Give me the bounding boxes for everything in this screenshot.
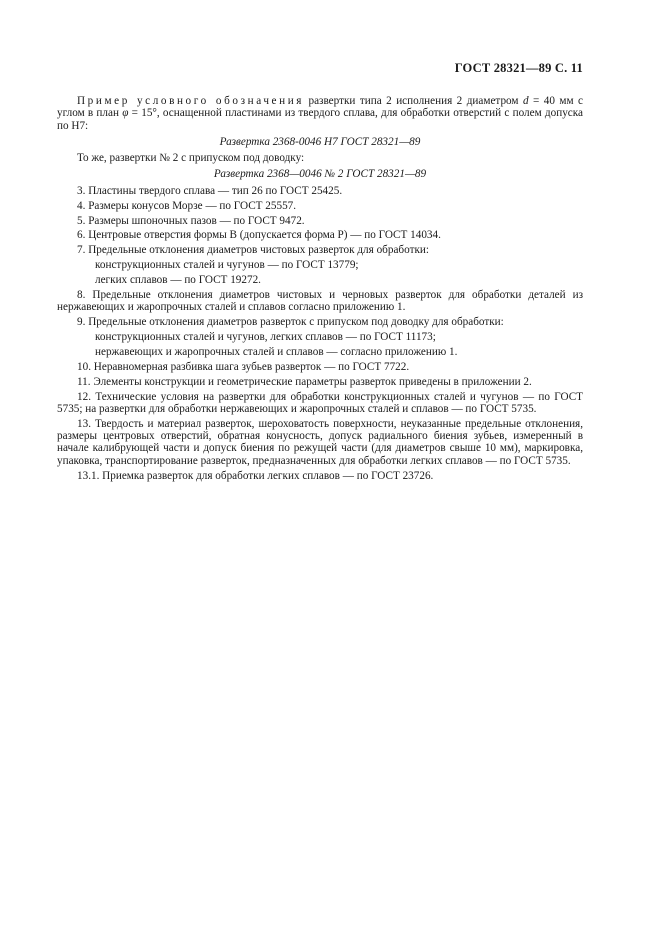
angle-symbol: φ [122, 107, 129, 120]
example-paragraph [57, 95, 583, 132]
item-5: 5. Размеры шпоночных пазов — по ГОСТ 9472. [77, 214, 305, 227]
page-header: ГОСТ 28321—89 С. 11 [454, 61, 583, 75]
designation-formula-1: Развертка 2368-0046 Н7 ГОСТ 28321—89 [219, 135, 421, 148]
example-text-a: развертки типа 2 исполнения 2 диаметром [304, 95, 523, 107]
diameter-symbol: d [522, 95, 529, 107]
item-9-sub-a: конструкционных сталей и чугунов, легких сплавов — по ГОСТ 11173; [95, 331, 436, 344]
item-4: 4. Размеры конусов Морзе — по ГОСТ 25557. [77, 199, 297, 212]
example-text-b: = 40 мм с углом в план [57, 95, 584, 120]
designation-formula-2: Развертка 2368—0046 № 2 ГОСТ 28321—89 [213, 168, 427, 181]
item-12: 12. Технические условия на развертки для обработки конструкционных сталей и чугунов — по ГОСТ 5735; на развертки для обработки нержавеющих и жаропрочных сталей и сплавов — по ГОСТ 5735. [57, 390, 583, 415]
item-3: 3. Пластины твердого сплава — тип 26 по ГОСТ 25425. [77, 184, 343, 197]
item-7-sub-a: конструкционных сталей и чугунов — по ГОСТ 13779; [95, 259, 359, 272]
item-7: 7. Предельные отклонения диаметров чистовых разверток для обработки: [77, 244, 429, 257]
example-lead: Пример условного обозначения [77, 95, 305, 107]
same-paragraph: То же, развертки № 2 с припуском под доводку: [77, 152, 305, 165]
example-text-c: = 15°, оснащенной пластинами из твердого сплава, для обработки отверстий с полем допуска по Н7: [57, 107, 583, 132]
item-7-sub-b: легких сплавов — по ГОСТ 19272. [95, 274, 261, 287]
item-8: 8. Предельные отклонения диаметров чистовых и черновых разверток для обработки деталей из нержавеющих и жаропрочных сталей и сплавов согласно приложению 1. [57, 289, 583, 314]
document-body [57, 95, 583, 485]
item-9: 9. Предельные отклонения диаметров разверток с припуском под доводку для обработки: [77, 316, 504, 329]
item-10: 10. Неравномерная разбивка шага зубьев разверток — по ГОСТ 7722. [77, 360, 410, 373]
item-13-1: 13.1. Приемка разверток для обработки легких сплавов — по ГОСТ 23726. [77, 469, 434, 482]
item-11: 11. Элементы конструкции и геометрические параметры разверток приведены в приложении 2. [77, 375, 532, 388]
item-6: 6. Центровые отверстия формы В (допускается форма Р) — по ГОСТ 14034. [77, 229, 441, 242]
item-9-sub-b: нержавеющих и жаропрочных сталей и сплавов — согласно приложению 1. [95, 345, 458, 358]
item-13: 13. Твердость и материал разверток, шероховатость поверхности, неуказанные предельные отклонения, размеры центровых отверстий, обратная конусность, допуск радиального биения зубьев, измеренный в начале калибрующей части и допуск биения по режущей части (для диаметров свыше 10 мм), маркировка, упаковка, транспортирование разверток, предназначенных для обработки легких сплавов — по ГОСТ 5735. [57, 417, 583, 467]
